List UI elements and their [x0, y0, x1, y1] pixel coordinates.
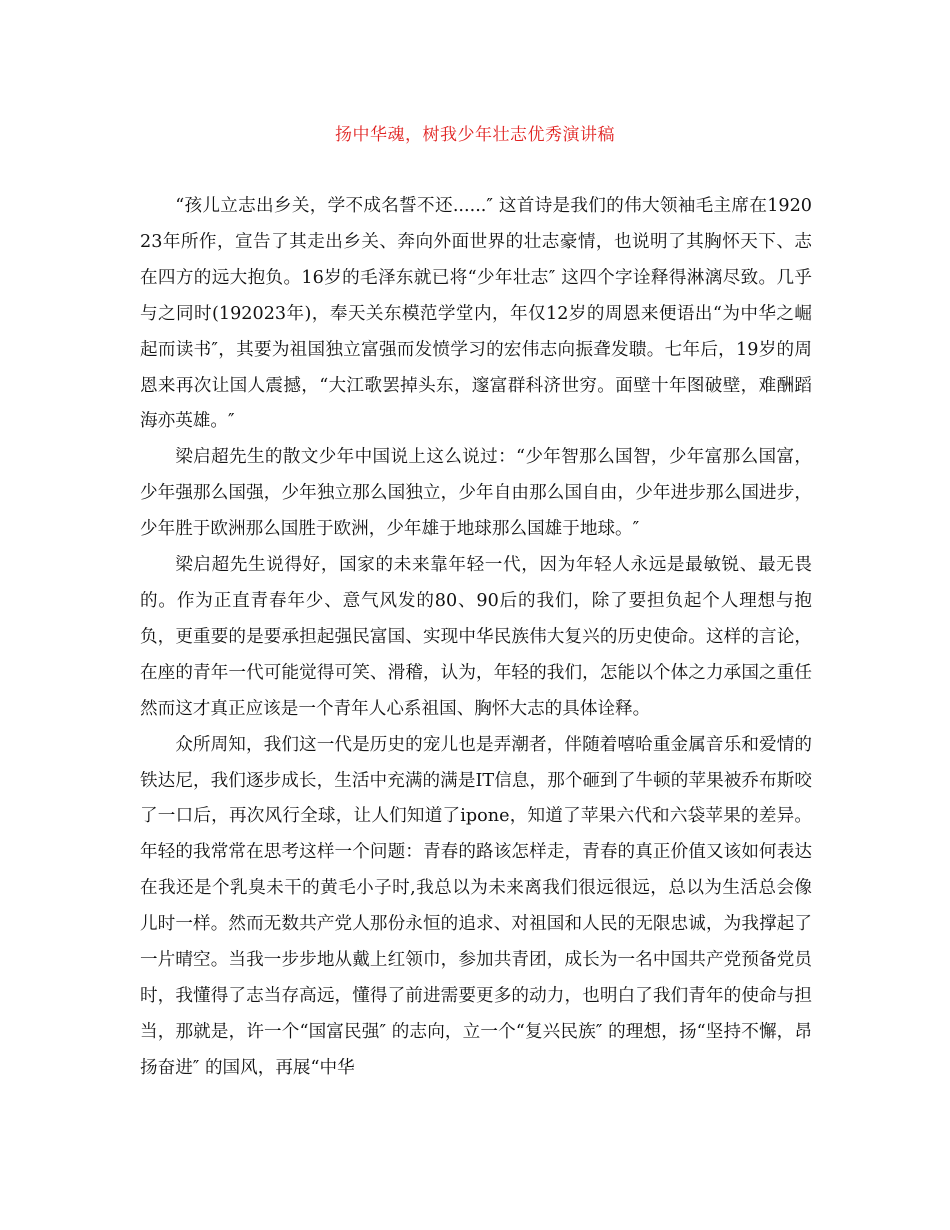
paragraph-4: 众所周知，我们这一代是历史的宠儿也是弄潮者，伴随着嘻哈重金属音乐和爱情的铁达尼，我们逐步成长，生活中充满的满是IT信息，那个砸到了牛顿的苹果被乔布斯咬了一口后，再次风行全球，让人们知道了ipone，知道了苹果六代和六袋苹果的差异。年轻的我常常在思考这样一个问题：青春的路该怎样走，青春的真正价值又该如何表达在我还是个乳臭未干的黄毛小子时,我总以为未来离我们很远很远，总以为生活总会像儿时一样。然而无数共产党人那份永恒的追求、对祖国和人民的无限忠诚，为我撑起了一片晴空。当我一步步地从戴上红领巾，参加共青团，成长为一名中国共产党预备党员时，我懂得了志当存高远，懂得了前进需要更多的动力，也明白了我们青年的使命与担当，那就是，许一个“国富民强″ 的志向，立一个“复兴民族″ 的理想，扬“坚持不懈，昂扬奋进″ 的国风，再展“中华	[140, 734, 812, 1078]
document-body	[140, 189, 812, 1087]
paragraph-1: “孩儿立志出乡关，学不成名誓不还......″ 这首诗是我们的伟大领袖毛主席在192023年所作，宣告了其走出乡关、奔向外面世界的壮志豪情，也说明了其胸怀天下、志在四方的远大抱负。16岁的毛泽东就已将“少年壮志″ 这四个字诠释得淋漓尽致。几乎与之同时(192023年)，奉天关东模范学堂内，年仅12岁的周恩来便语出“为中华之崛起而读书″，其要为祖国独立富强而发愤学习的宏伟志向振聋发聩。七年后，19岁的周恩来再次让国人震撼，“大江歌罢掉头东，邃富群科济世穷。面壁十年图破壁，难酬蹈海亦英雄。″	[140, 196, 812, 432]
document-title: 扬中华魂，树我少年壮志优秀演讲稿	[335, 125, 615, 145]
paragraph-2: 梁启超先生的散文少年中国说上这么说过：“少年智那么国智，少年富那么国富，少年强那么国强，少年独立那么国独立，少年自由那么国自由，少年进步那么国进步，少年胜于欧洲那么国胜于欧洲，少年雄于地球那么国雄于地球。″	[140, 447, 812, 540]
paragraph-3: 梁启超先生说得好，国家的未来靠年轻一代，因为年轻人永远是最敏锐、最无畏的。作为正直青春年少、意气风发的80、90后的我们，除了要担负起个人理想与抱负，更重要的是要承担起强民富国、实现中华民族伟大复兴的历史使命。这样的言论，在座的青年一代可能觉得可笑、滑稽，认为，年轻的我们，怎能以个体之力承国之重任然而这才真正应该是一个青年人心系祖国、胸怀大志的具体诠释。	[140, 555, 812, 719]
